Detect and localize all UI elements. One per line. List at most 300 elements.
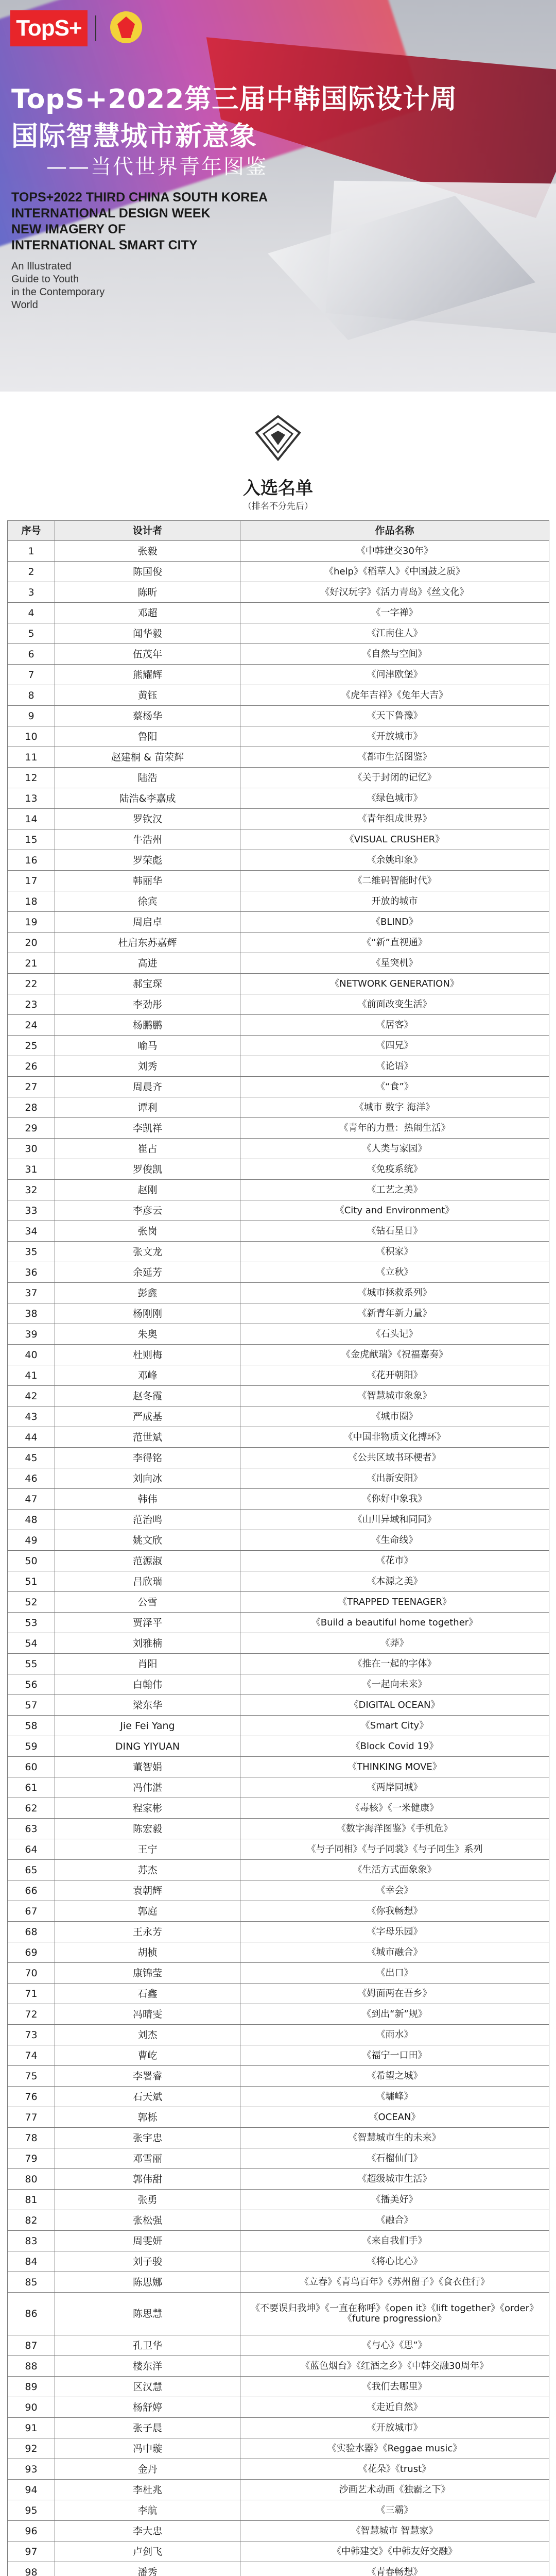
row-designer: 谭利 bbox=[55, 1097, 240, 1118]
row-work-title: 《城市融合》 bbox=[240, 1942, 549, 1963]
row-designer: 张岗 bbox=[55, 1221, 240, 1242]
row-designer: 张松强 bbox=[55, 2210, 240, 2231]
row-index: 86 bbox=[8, 2293, 55, 2335]
table-row bbox=[8, 1716, 549, 1736]
row-designer: 徐宾 bbox=[55, 891, 240, 912]
row-index: 72 bbox=[8, 2004, 55, 2025]
row-index: 35 bbox=[8, 1242, 55, 1262]
table-row bbox=[8, 2148, 549, 2169]
row-work-title: 《毒核》《一米健康》 bbox=[240, 1798, 549, 1819]
row-work-title: 《生活方式面象象》 bbox=[240, 1860, 549, 1880]
row-designer: 张文龙 bbox=[55, 1242, 240, 1262]
table-row bbox=[8, 1324, 549, 1345]
table-row bbox=[8, 2480, 549, 2500]
row-designer: 陆浩 bbox=[55, 768, 240, 788]
row-index: 3 bbox=[8, 582, 55, 603]
row-designer: 喻马 bbox=[55, 1036, 240, 1056]
row-designer: 范治鸣 bbox=[55, 1510, 240, 1530]
row-work-title: 《三霸》 bbox=[240, 2500, 549, 2521]
row-index: 74 bbox=[8, 2045, 55, 2066]
table-row bbox=[8, 1427, 549, 1448]
row-index: 67 bbox=[8, 1901, 55, 1922]
row-work-title: 《莽》 bbox=[240, 1633, 549, 1654]
row-index: 80 bbox=[8, 2169, 55, 2190]
row-work-title: 《花开朝阳》 bbox=[240, 1365, 549, 1386]
table-row bbox=[8, 1448, 549, 1468]
table-row bbox=[8, 1468, 549, 1489]
row-designer: 崔占 bbox=[55, 1139, 240, 1159]
row-index: 47 bbox=[8, 1489, 55, 1510]
row-work-title: 《DIGITAL OCEAN》 bbox=[240, 1695, 549, 1716]
table-row bbox=[8, 809, 549, 829]
row-index: 7 bbox=[8, 665, 55, 685]
row-index: 45 bbox=[8, 1448, 55, 1468]
row-designer: 贾泽平 bbox=[55, 1613, 240, 1633]
row-work-title: 《蓝色烟台》《红酒之乡》《中韩交融30周年》 bbox=[240, 2356, 549, 2377]
row-index: 57 bbox=[8, 1695, 55, 1716]
table-row bbox=[8, 1757, 549, 1777]
row-designer: 程家彬 bbox=[55, 1798, 240, 1819]
row-work-title: 《四兄》 bbox=[240, 1036, 549, 1056]
row-index: 83 bbox=[8, 2231, 55, 2251]
row-designer: 郭庭 bbox=[55, 1901, 240, 1922]
table-row bbox=[8, 891, 549, 912]
row-index: 62 bbox=[8, 1798, 55, 1819]
row-index: 38 bbox=[8, 1303, 55, 1324]
row-index: 26 bbox=[8, 1056, 55, 1077]
row-index: 37 bbox=[8, 1283, 55, 1303]
table-body bbox=[8, 541, 549, 2576]
row-index: 20 bbox=[8, 933, 55, 953]
row-designer: 曹屹 bbox=[55, 2045, 240, 2066]
row-designer: 赵冬霞 bbox=[55, 1386, 240, 1406]
table-row bbox=[8, 953, 549, 974]
row-designer: 王宁 bbox=[55, 1839, 240, 1860]
row-work-title: 《“食”》 bbox=[240, 1077, 549, 1097]
row-designer: 杨刚刚 bbox=[55, 1303, 240, 1324]
row-work-title: 《NETWORK GENERATION》 bbox=[240, 974, 549, 994]
row-designer: 石天斌 bbox=[55, 2087, 240, 2107]
table-row bbox=[8, 1860, 549, 1880]
row-work-title: 《中韩建交》《中韩友好交融》 bbox=[240, 2541, 549, 2562]
table-row bbox=[8, 2087, 549, 2107]
row-index: 11 bbox=[8, 747, 55, 768]
row-designer: 郭栎 bbox=[55, 2107, 240, 2128]
row-designer: 杜启东苏嘉辉 bbox=[55, 933, 240, 953]
row-index: 95 bbox=[8, 2500, 55, 2521]
row-work-title: 《Build a beautiful home together》 bbox=[240, 1613, 549, 1633]
table-row bbox=[8, 1510, 549, 1530]
hero-banner bbox=[0, 0, 556, 392]
row-designer: 罗俊凯 bbox=[55, 1159, 240, 1180]
table-row bbox=[8, 1365, 549, 1386]
row-work-title: 《花朵》《trust》 bbox=[240, 2459, 549, 2480]
row-index: 89 bbox=[8, 2377, 55, 2397]
table-row bbox=[8, 541, 549, 562]
row-designer: 石鑫 bbox=[55, 1984, 240, 2004]
row-index: 15 bbox=[8, 829, 55, 850]
table-row bbox=[8, 1015, 549, 1036]
table-row bbox=[8, 1406, 549, 1427]
row-work-title: 《出口》 bbox=[240, 1963, 549, 1984]
tops-logo: TopS+ bbox=[10, 10, 88, 46]
row-designer: 刘秀 bbox=[55, 1056, 240, 1077]
row-work-title: 《论语》 bbox=[240, 1056, 549, 1077]
row-work-title: 《生命线》 bbox=[240, 1530, 549, 1551]
hero-sub-line: World bbox=[11, 299, 38, 311]
row-work-title: 开放的城市 bbox=[240, 891, 549, 912]
row-index: 63 bbox=[8, 1819, 55, 1839]
table-row bbox=[8, 1633, 549, 1654]
row-work-title: 《墉峰》 bbox=[240, 2087, 549, 2107]
row-work-title: 《好汉玩字》《活力青岛》《丝文化》 bbox=[240, 582, 549, 603]
row-designer: 区汉慧 bbox=[55, 2377, 240, 2397]
row-designer: 周晨齐 bbox=[55, 1077, 240, 1097]
row-work-title: 《城市 数字 海洋》 bbox=[240, 1097, 549, 1118]
row-index: 19 bbox=[8, 912, 55, 933]
row-work-title: 《青年组成世界》 bbox=[240, 809, 549, 829]
table-row bbox=[8, 603, 549, 623]
table-row bbox=[8, 2210, 549, 2231]
organizer-logo-icon bbox=[103, 11, 160, 45]
table-row bbox=[8, 1159, 549, 1180]
row-index: 36 bbox=[8, 1262, 55, 1283]
hero-english-line: TOPS+2022 THIRD CHINA SOUTH KOREA bbox=[11, 190, 268, 205]
table-row bbox=[8, 1097, 549, 1118]
row-designer: 王永芳 bbox=[55, 1922, 240, 1942]
row-index: 29 bbox=[8, 1118, 55, 1139]
table-row bbox=[8, 1077, 549, 1097]
table-row bbox=[8, 747, 549, 768]
row-index: 73 bbox=[8, 2025, 55, 2045]
row-designer: 肖阳 bbox=[55, 1654, 240, 1674]
row-work-title: 《天下鲁豫》 bbox=[240, 706, 549, 726]
table-row bbox=[8, 1242, 549, 1262]
table-row bbox=[8, 2356, 549, 2377]
row-designer: 李凯祥 bbox=[55, 1118, 240, 1139]
list-note: （排名不分先后） bbox=[243, 501, 313, 512]
table-row bbox=[8, 2541, 549, 2562]
row-designer: 罗钦汉 bbox=[55, 809, 240, 829]
row-work-title: 《与心》《思”》 bbox=[240, 2335, 549, 2356]
row-index: 5 bbox=[8, 623, 55, 644]
row-work-title: 《绿色城市》 bbox=[240, 788, 549, 809]
row-designer: 李署睿 bbox=[55, 2066, 240, 2087]
list-title: 入选名单 bbox=[243, 478, 313, 499]
row-index: 34 bbox=[8, 1221, 55, 1242]
row-designer: 冯晴雯 bbox=[55, 2004, 240, 2025]
row-work-title: 《你好中象我》 bbox=[240, 1489, 549, 1510]
row-work-title: 《Smart City》 bbox=[240, 1716, 549, 1736]
row-index: 64 bbox=[8, 1839, 55, 1860]
row-index: 85 bbox=[8, 2272, 55, 2293]
row-work-title: 《青春畅想》 bbox=[240, 2562, 549, 2576]
row-index: 93 bbox=[8, 2459, 55, 2480]
row-index: 96 bbox=[8, 2521, 55, 2541]
row-designer: 苏杰 bbox=[55, 1860, 240, 1880]
row-work-title: 《钻石星日》 bbox=[240, 1221, 549, 1242]
row-index: 1 bbox=[8, 541, 55, 562]
row-index: 55 bbox=[8, 1654, 55, 1674]
row-work-title: 《中国非物质文化搏环》 bbox=[240, 1427, 549, 1448]
row-designer: 熊耀辉 bbox=[55, 665, 240, 685]
row-work-title: 沙画艺术动画《独霸之下》 bbox=[240, 2480, 549, 2500]
row-work-title: 《积家》 bbox=[240, 1242, 549, 1262]
row-index: 81 bbox=[8, 2190, 55, 2210]
table-row bbox=[8, 1942, 549, 1963]
row-index: 48 bbox=[8, 1510, 55, 1530]
row-index: 78 bbox=[8, 2128, 55, 2148]
row-index: 51 bbox=[8, 1571, 55, 1592]
hero-sub-line: in the Contemporary bbox=[11, 286, 105, 298]
row-work-title: 《城市拯救系列》 bbox=[240, 1283, 549, 1303]
table-header-row bbox=[8, 521, 549, 541]
hero-sub-line: An Illustrated bbox=[11, 261, 72, 272]
row-designer: 康锦莹 bbox=[55, 1963, 240, 1984]
row-work-title: 《出新安阳》 bbox=[240, 1468, 549, 1489]
row-work-title: 《金虎献瑞》《祝福嘉奏》 bbox=[240, 1345, 549, 1365]
hero-title-line1: TopS+2022第三届中韩国际设计周 bbox=[11, 84, 458, 115]
table-row bbox=[8, 2418, 549, 2438]
row-designer: 黄钰 bbox=[55, 685, 240, 706]
table-row bbox=[8, 1654, 549, 1674]
hero-english-title bbox=[11, 190, 268, 253]
table-row bbox=[8, 2025, 549, 2045]
row-work-title: 《人类与家园》 bbox=[240, 1139, 549, 1159]
row-designer: 杨鹏鹏 bbox=[55, 1015, 240, 1036]
row-designer: 姚文欣 bbox=[55, 1530, 240, 1551]
row-designer: 闻华毅 bbox=[55, 623, 240, 644]
row-index: 71 bbox=[8, 1984, 55, 2004]
row-work-title: 《中韩建交30年》 bbox=[240, 541, 549, 562]
hero-sub-line: Guide to Youth bbox=[11, 274, 79, 285]
row-work-title: 《到出“新”规》 bbox=[240, 2004, 549, 2025]
row-work-title: 《两岸同城》 bbox=[240, 1777, 549, 1798]
row-work-title: 《将心比心》 bbox=[240, 2251, 549, 2272]
row-designer: 高进 bbox=[55, 953, 240, 974]
row-index: 23 bbox=[8, 994, 55, 1015]
row-designer: DING YIYUAN bbox=[55, 1736, 240, 1757]
table-row bbox=[8, 726, 549, 747]
row-work-title: 《推在一起的字体》 bbox=[240, 1654, 549, 1674]
table-row bbox=[8, 1777, 549, 1798]
row-index: 6 bbox=[8, 644, 55, 665]
table-row bbox=[8, 1880, 549, 1901]
table-row bbox=[8, 1221, 549, 1242]
table-row bbox=[8, 2521, 549, 2541]
row-work-title: 《走近自然》 bbox=[240, 2397, 549, 2418]
row-designer: 白翰伟 bbox=[55, 1674, 240, 1695]
row-work-title: 《虎年吉祥》《兔年大吉》 bbox=[240, 685, 549, 706]
row-index: 18 bbox=[8, 891, 55, 912]
row-index: 94 bbox=[8, 2480, 55, 2500]
table-row bbox=[8, 2231, 549, 2251]
row-designer: 邓峰 bbox=[55, 1365, 240, 1386]
row-index: 31 bbox=[8, 1159, 55, 1180]
row-work-title: 《开放城市》 bbox=[240, 2418, 549, 2438]
row-designer: 陈昕 bbox=[55, 582, 240, 603]
row-work-title: 《免疫系统》 bbox=[240, 1159, 549, 1180]
row-designer: 邓超 bbox=[55, 603, 240, 623]
row-work-title: 《你我畅想》 bbox=[240, 1901, 549, 1922]
table-row bbox=[8, 1345, 549, 1365]
row-designer: 卢剑飞 bbox=[55, 2541, 240, 2562]
row-work-title: 《幸会》 bbox=[240, 1880, 549, 1901]
row-work-title: 《开放城市》 bbox=[240, 726, 549, 747]
row-designer: 李劲彤 bbox=[55, 994, 240, 1015]
row-designer: 郭伟甜 bbox=[55, 2169, 240, 2190]
row-designer: 陈国俊 bbox=[55, 562, 240, 582]
row-designer: 罗荣彪 bbox=[55, 850, 240, 871]
row-work-title: 《问津欧堡》 bbox=[240, 665, 549, 685]
row-index: 66 bbox=[8, 1880, 55, 1901]
row-index: 32 bbox=[8, 1180, 55, 1200]
row-work-title: 《青年的力量：热闹生活》 bbox=[240, 1118, 549, 1139]
row-work-title: 《福宁一口田》 bbox=[240, 2045, 549, 2066]
table-row bbox=[8, 1489, 549, 1510]
row-designer: 梁东华 bbox=[55, 1695, 240, 1716]
table-row bbox=[8, 1551, 549, 1571]
row-index: 59 bbox=[8, 1736, 55, 1757]
table-row bbox=[8, 1901, 549, 1922]
row-designer: 范源淑 bbox=[55, 1551, 240, 1571]
row-work-title: 《石头记》 bbox=[240, 1324, 549, 1345]
table-row bbox=[8, 582, 549, 603]
row-index: 25 bbox=[8, 1036, 55, 1056]
table-row bbox=[8, 2004, 549, 2025]
row-work-title: 《新青年新力量》 bbox=[240, 1303, 549, 1324]
row-designer: 李大忠 bbox=[55, 2521, 240, 2541]
row-index: 46 bbox=[8, 1468, 55, 1489]
row-index: 65 bbox=[8, 1860, 55, 1880]
header-index: 序号 bbox=[8, 521, 55, 541]
row-index: 70 bbox=[8, 1963, 55, 1984]
row-work-title: 《与子同相》《与子同裳》《与子同生》系列 bbox=[240, 1839, 549, 1860]
row-index: 10 bbox=[8, 726, 55, 747]
row-index: 76 bbox=[8, 2087, 55, 2107]
row-designer: 冯伟湛 bbox=[55, 1777, 240, 1798]
row-work-title: 《播美好》 bbox=[240, 2190, 549, 2210]
row-index: 97 bbox=[8, 2541, 55, 2562]
row-designer: 陈思慧 bbox=[55, 2293, 240, 2335]
row-index: 68 bbox=[8, 1922, 55, 1942]
table-row bbox=[8, 665, 549, 685]
row-designer: 袁朝辉 bbox=[55, 1880, 240, 1901]
row-designer: 陈思娜 bbox=[55, 2272, 240, 2293]
table-row bbox=[8, 912, 549, 933]
row-index: 43 bbox=[8, 1406, 55, 1427]
table-row bbox=[8, 850, 549, 871]
row-work-title: 《数字海洋图鉴》《手机危》 bbox=[240, 1819, 549, 1839]
table-row bbox=[8, 644, 549, 665]
row-work-title: 《都市生活图鉴》 bbox=[240, 747, 549, 768]
table-row bbox=[8, 1530, 549, 1551]
row-index: 58 bbox=[8, 1716, 55, 1736]
table-row bbox=[8, 562, 549, 582]
row-index: 9 bbox=[8, 706, 55, 726]
table-row bbox=[8, 2045, 549, 2066]
table-row bbox=[8, 1674, 549, 1695]
table-row bbox=[8, 1819, 549, 1839]
table-row bbox=[8, 2251, 549, 2272]
table-row bbox=[8, 2438, 549, 2459]
row-designer: 李杜兆 bbox=[55, 2480, 240, 2500]
table-row bbox=[8, 1303, 549, 1324]
row-index: 98 bbox=[8, 2562, 55, 2576]
row-work-title: 《星突机》 bbox=[240, 953, 549, 974]
row-work-title: 《立秋》 bbox=[240, 1262, 549, 1283]
row-index: 13 bbox=[8, 788, 55, 809]
row-designer: 刘杰 bbox=[55, 2025, 240, 2045]
row-work-title: 《自然与空间》 bbox=[240, 644, 549, 665]
row-work-title: 《来自我们手》 bbox=[240, 2231, 549, 2251]
table-row bbox=[8, 1139, 549, 1159]
row-index: 28 bbox=[8, 1097, 55, 1118]
row-index: 50 bbox=[8, 1551, 55, 1571]
row-designer: 张勇 bbox=[55, 2190, 240, 2210]
row-designer: 严成基 bbox=[55, 1406, 240, 1427]
row-index: 27 bbox=[8, 1077, 55, 1097]
row-work-title: 《融合》 bbox=[240, 2210, 549, 2231]
row-work-title: 《余姚印象》 bbox=[240, 850, 549, 871]
table-row bbox=[8, 1736, 549, 1757]
hero-english-line: NEW IMAGERY OF bbox=[11, 222, 126, 236]
table-row bbox=[8, 1200, 549, 1221]
row-index: 90 bbox=[8, 2397, 55, 2418]
table-row bbox=[8, 1613, 549, 1633]
row-work-title: 《山川异域和同同》 bbox=[240, 1510, 549, 1530]
row-designer: 潘秀 bbox=[55, 2562, 240, 2576]
row-work-title: 《不要误归我坤》《一直在称呼》《open it》《lift together》《order》《future progression》 bbox=[240, 2293, 549, 2335]
row-designer: 张子晨 bbox=[55, 2418, 240, 2438]
table-row bbox=[8, 2107, 549, 2128]
row-index: 56 bbox=[8, 1674, 55, 1695]
row-work-title: 《Block Covid 19》 bbox=[240, 1736, 549, 1757]
table-row bbox=[8, 2190, 549, 2210]
row-index: 33 bbox=[8, 1200, 55, 1221]
row-designer: 韩伟 bbox=[55, 1489, 240, 1510]
row-index: 17 bbox=[8, 871, 55, 891]
row-index: 24 bbox=[8, 1015, 55, 1036]
row-designer: 刘子骏 bbox=[55, 2251, 240, 2272]
row-work-title: 《公共区域书环梗者》 bbox=[240, 1448, 549, 1468]
row-index: 84 bbox=[8, 2251, 55, 2272]
row-work-title: 《智慧城市 智慧家》 bbox=[240, 2521, 549, 2541]
row-index: 52 bbox=[8, 1592, 55, 1613]
row-work-title: 《石榴仙门》 bbox=[240, 2148, 549, 2169]
table-row bbox=[8, 2397, 549, 2418]
row-index: 88 bbox=[8, 2356, 55, 2377]
row-work-title: 《江南住人》 bbox=[240, 623, 549, 644]
table-row bbox=[8, 1592, 549, 1613]
table-row bbox=[8, 1963, 549, 1984]
row-index: 39 bbox=[8, 1324, 55, 1345]
table-row bbox=[8, 623, 549, 644]
table-row bbox=[8, 1386, 549, 1406]
row-index: 44 bbox=[8, 1427, 55, 1448]
table-row bbox=[8, 2459, 549, 2480]
table-row bbox=[8, 1180, 549, 1200]
row-work-title: 《希望之城》 bbox=[240, 2066, 549, 2087]
row-index: 30 bbox=[8, 1139, 55, 1159]
row-designer: 刘向冰 bbox=[55, 1468, 240, 1489]
row-work-title: 《我们去哪里》 bbox=[240, 2377, 549, 2397]
table-row bbox=[8, 974, 549, 994]
hero-title-line3: ——当代世界青年图鉴 bbox=[46, 155, 268, 179]
row-index: 2 bbox=[8, 562, 55, 582]
row-index: 92 bbox=[8, 2438, 55, 2459]
row-index: 69 bbox=[8, 1942, 55, 1963]
